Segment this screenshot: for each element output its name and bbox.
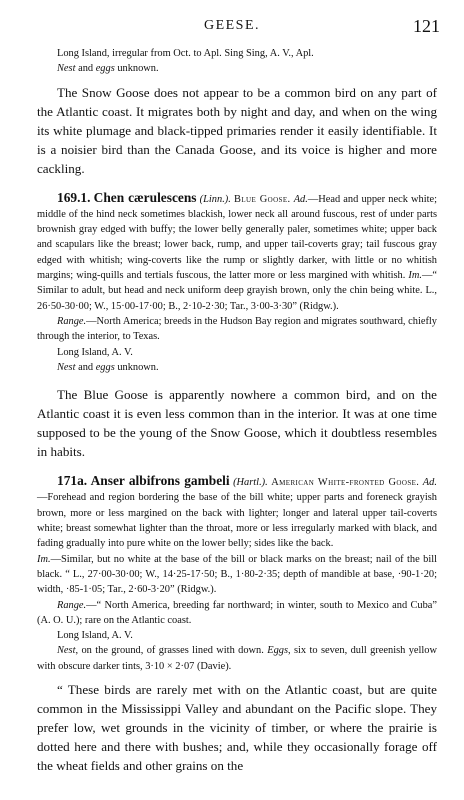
immature-label: Im.	[408, 270, 422, 282]
snow-goose-remarks: The Snow Goose does not appear to be a common bird on any part of the Atlantic coast. It migrates both by night and day, and when on the wing its white plumage and black-tipped primaries render it easily identifiable. It is a noisier bird than the Canada Goose, and its voice is higher and more cackling.	[37, 84, 437, 176]
blue-goose-range	[37, 314, 437, 345]
range-text: —“ North America, breeding far northward; in winter, south to Mexico and Cuba” (A. O. U.); rare on the Atlantic coast.	[37, 599, 437, 626]
range-text: —North America; breeds in the Hudson Bay region and migrates southward, chiefly through the interior, to Texas.	[37, 315, 437, 343]
white-fronted-goose-immature	[37, 552, 437, 598]
species-number: 171a.	[57, 473, 88, 489]
nest-and: and	[75, 361, 96, 373]
nest-text: , on the ground, of grasses lined with down.	[75, 645, 268, 657]
common-name: American White-fronted Goose.	[271, 477, 420, 489]
immature-description: —“ Similar to adult, but head and neck uniform deep grayish brown, only the chin being white. L., 26·50-30·00; W., 15·00-17·00; B., 2·10-2·30; Tar., 3·00-3·30” (Ridgw.).	[37, 270, 437, 312]
blue-goose-nest-line	[37, 360, 437, 375]
nest-and: and	[75, 63, 96, 75]
nest-rest: unknown.	[114, 63, 159, 75]
authority: (Linn.).	[199, 193, 231, 205]
species-number: 169.1.	[57, 189, 91, 205]
white-fronted-goose-long-island: Long Island, A. V.	[57, 630, 133, 642]
snow-goose-range-text: Long Island, irregular from Oct. to Apl. Sing Sing, A. V., Apl.	[57, 48, 314, 59]
immature-label: Im.	[37, 553, 51, 565]
blue-goose-long-island: Long Island, A. V.	[57, 346, 133, 358]
authority: (Hartl.).	[233, 477, 268, 489]
adult-description: —Forehead and region bordering the base of the bill white; upper parts and foreneck grayish brown, more or less margined on the back with lighter; longer and lateral upper tail-coverts white; breast somewhat lighter than the throat, more or less irregularly marked with black, and fading gradually into pure white on the lower belly; sides like the back.	[37, 492, 437, 550]
nest-label: Nest	[57, 645, 76, 657]
white-fronted-goose-remarks: “ These birds are rarely met with on the Atlantic coast, but are quite common in the Mississippi Valley and abundant on the Pacific slope. They prefer low, wet grounds in the vicinity of timber, or where the prairie is dotted here and there with bushes; and, while they occasionally forage off the wheat fields and other grains on the	[37, 682, 437, 774]
common-name: Blue Goose.	[234, 193, 291, 205]
white-fronted-goose-nest	[37, 643, 437, 674]
nest-label: Nest	[57, 63, 76, 75]
white-fronted-goose-description	[37, 473, 437, 551]
scientific-name: Chen cærulescens	[93, 189, 197, 205]
adult-label: Ad.	[422, 477, 437, 489]
snow-goose-nest-line	[37, 61, 437, 76]
range-label: Range.	[57, 315, 87, 327]
eggs-label: eggs	[95, 361, 115, 373]
immature-description: —Similar, but no white at the base of the bill or black marks on the breast; nail of the bill black. “ L., 27·00-30·00; W., 14·25-17·50; B., 1·80-2·35; depth of mandible at base, ·90-1·20; width, ·85-1·05; Tar., 2·60-3·20” (Ridgw.).	[37, 553, 437, 596]
snow-goose-range-line	[37, 46, 437, 61]
running-head: GEESE.	[203, 18, 261, 33]
nest-rest: unknown.	[114, 361, 159, 373]
adult-label: Ad.	[293, 193, 308, 205]
eggs-label: Eggs	[267, 645, 289, 657]
range-label: Range.	[57, 599, 87, 611]
scientific-name: Anser albifrons gambeli	[90, 473, 230, 489]
nest-label: Nest	[57, 361, 76, 373]
white-fronted-goose-range	[37, 598, 437, 629]
blue-goose-description	[37, 190, 437, 314]
adult-description: —Head and upper neck white; middle of the hind neck sometimes blackish, lower neck all around fuscous, rest of under parts brownish gray edged with buffy; the lower belly generally paler, sometimes white; upper back and scapulars like the breast; lower back, rump, and upper tail-coverts gray; tail fuscous gray edged with whitish; wing-coverts like the rump or slightly darker, with little or no whitish margins; wing-quills and tertials fuscous, the latter more or less margined with whitish.	[37, 193, 438, 282]
page-header	[0, 12, 464, 36]
page-number: 121	[413, 16, 440, 36]
eggs-label: eggs	[95, 63, 115, 75]
blue-goose-remarks: The Blue Goose is apparently nowhere a common bird, and on the Atlantic coast it is even less common than in the interior. It was at one time supposed to be the young of the Snow Goose, which it doubtless resembles in habits.	[37, 387, 437, 460]
eggs-text: , six to seven, dull greenish yellow with obscure darker tints, 3·10 × 2·07 (Davie).	[37, 645, 437, 672]
page-body	[37, 46, 437, 775]
